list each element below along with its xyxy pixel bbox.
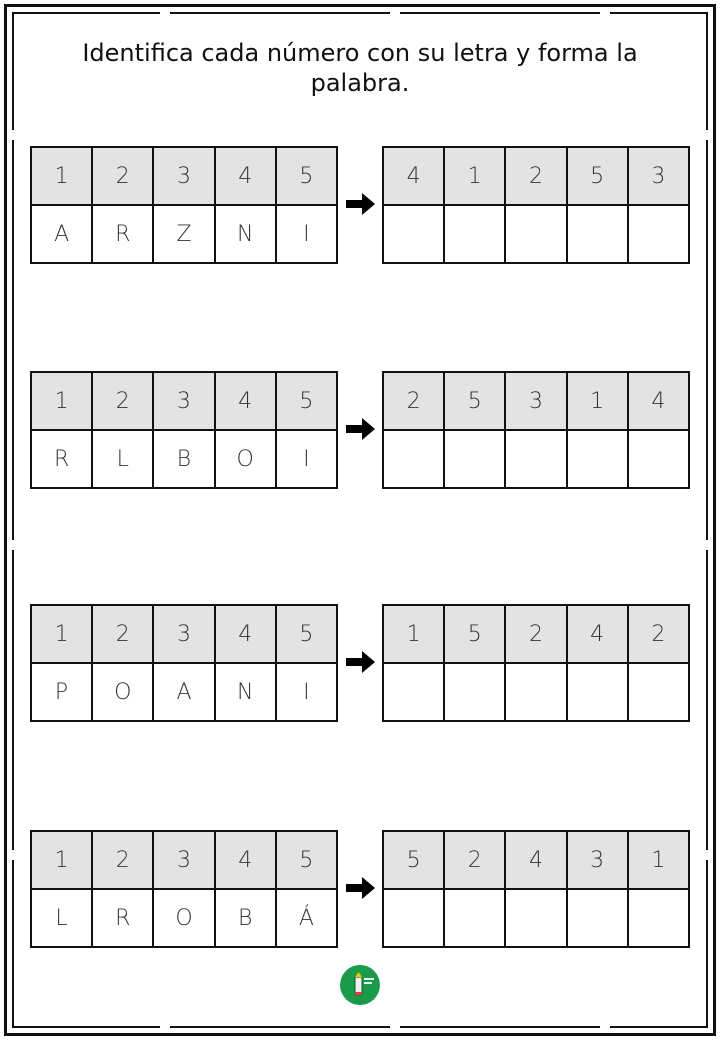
border-gap — [390, 1025, 400, 1029]
key-number: 2 — [92, 147, 153, 205]
arrow-right-icon — [346, 192, 376, 216]
key-number: 1 — [31, 372, 92, 430]
order-number: 5 — [383, 831, 444, 889]
key-letter: I — [276, 430, 337, 488]
key-table — [30, 146, 338, 264]
border-gap — [705, 850, 709, 860]
answer-cell[interactable] — [505, 663, 566, 721]
answer-cell[interactable] — [567, 663, 628, 721]
key-number: 1 — [31, 147, 92, 205]
answer-cell[interactable] — [383, 205, 444, 263]
answer-cell[interactable] — [505, 889, 566, 947]
border-gap — [11, 540, 15, 550]
key-letter: B — [215, 889, 276, 947]
key-letter: I — [276, 205, 337, 263]
answer-cell[interactable] — [567, 430, 628, 488]
border-gap — [390, 11, 400, 15]
exercise-2 — [30, 371, 690, 489]
arrow-right-icon — [346, 650, 376, 674]
answer-cell[interactable] — [383, 663, 444, 721]
order-number: 1 — [444, 147, 505, 205]
answer-table — [382, 371, 690, 489]
border-gap — [11, 130, 15, 140]
key-number: 5 — [276, 372, 337, 430]
key-number: 1 — [31, 831, 92, 889]
key-letter: L — [31, 889, 92, 947]
key-letter: R — [92, 889, 153, 947]
key-number: 3 — [153, 147, 214, 205]
order-number: 1 — [383, 605, 444, 663]
key-letter: L — [92, 430, 153, 488]
key-letter: N — [215, 205, 276, 263]
answer-cell[interactable] — [567, 889, 628, 947]
key-letter: B — [153, 430, 214, 488]
key-number: 5 — [276, 605, 337, 663]
arrow-right-icon — [346, 417, 376, 441]
border-gap — [600, 1025, 610, 1029]
answer-table — [382, 830, 690, 948]
border-gap — [11, 850, 15, 860]
key-letter: O — [215, 430, 276, 488]
key-number: 3 — [153, 605, 214, 663]
answer-cell[interactable] — [628, 889, 689, 947]
answer-cell[interactable] — [383, 889, 444, 947]
key-number: 2 — [92, 605, 153, 663]
key-number: 3 — [153, 372, 214, 430]
key-letter: Z — [153, 205, 214, 263]
order-number: 5 — [567, 147, 628, 205]
order-number: 3 — [505, 372, 566, 430]
answer-cell[interactable] — [628, 205, 689, 263]
exercise-3 — [30, 604, 690, 722]
key-letter: R — [92, 205, 153, 263]
key-letter: R — [31, 430, 92, 488]
order-number: 2 — [383, 372, 444, 430]
answer-cell[interactable] — [628, 430, 689, 488]
key-number: 4 — [215, 605, 276, 663]
order-number: 4 — [505, 831, 566, 889]
order-number: 3 — [567, 831, 628, 889]
order-number: 5 — [444, 605, 505, 663]
answer-cell[interactable] — [505, 205, 566, 263]
key-number: 5 — [276, 147, 337, 205]
key-letter: A — [153, 663, 214, 721]
key-number: 3 — [153, 831, 214, 889]
order-number: 1 — [628, 831, 689, 889]
key-letter: Á — [276, 889, 337, 947]
order-number: 2 — [505, 605, 566, 663]
key-table — [30, 371, 338, 489]
answer-cell[interactable] — [444, 430, 505, 488]
key-number: 2 — [92, 831, 153, 889]
order-number: 4 — [383, 147, 444, 205]
key-number: 4 — [215, 831, 276, 889]
key-letter: I — [276, 663, 337, 721]
key-number: 4 — [215, 147, 276, 205]
order-number: 4 — [567, 605, 628, 663]
order-number: 1 — [567, 372, 628, 430]
key-letter: N — [215, 663, 276, 721]
answer-cell[interactable] — [567, 205, 628, 263]
answer-table — [382, 604, 690, 722]
border-gap — [160, 1025, 170, 1029]
border-gap — [705, 540, 709, 550]
answer-cell[interactable] — [444, 663, 505, 721]
order-number: 2 — [444, 831, 505, 889]
answer-cell[interactable] — [505, 430, 566, 488]
order-number: 2 — [628, 605, 689, 663]
pencil-logo-icon — [340, 965, 380, 1005]
order-number: 3 — [628, 147, 689, 205]
key-letter: A — [31, 205, 92, 263]
key-number: 1 — [31, 605, 92, 663]
border-gap — [600, 11, 610, 15]
key-letter: O — [153, 889, 214, 947]
border-gap — [705, 130, 709, 140]
answer-cell[interactable] — [444, 889, 505, 947]
worksheet-title: Identifica cada número con su letra y forma la palabra. — [82, 39, 638, 97]
answer-cell[interactable] — [628, 663, 689, 721]
arrow-right-icon — [346, 876, 376, 900]
key-number: 4 — [215, 372, 276, 430]
order-number: 2 — [505, 147, 566, 205]
answer-cell[interactable] — [383, 430, 444, 488]
key-number: 2 — [92, 372, 153, 430]
key-table — [30, 604, 338, 722]
key-number: 5 — [276, 831, 337, 889]
answer-table — [382, 146, 690, 264]
key-letter: P — [31, 663, 92, 721]
order-number: 5 — [444, 372, 505, 430]
key-table — [30, 830, 338, 948]
order-number: 4 — [628, 372, 689, 430]
key-letter: O — [92, 663, 153, 721]
exercise-1 — [30, 146, 690, 264]
border-gap — [160, 11, 170, 15]
exercise-4 — [30, 830, 690, 948]
answer-cell[interactable] — [444, 205, 505, 263]
